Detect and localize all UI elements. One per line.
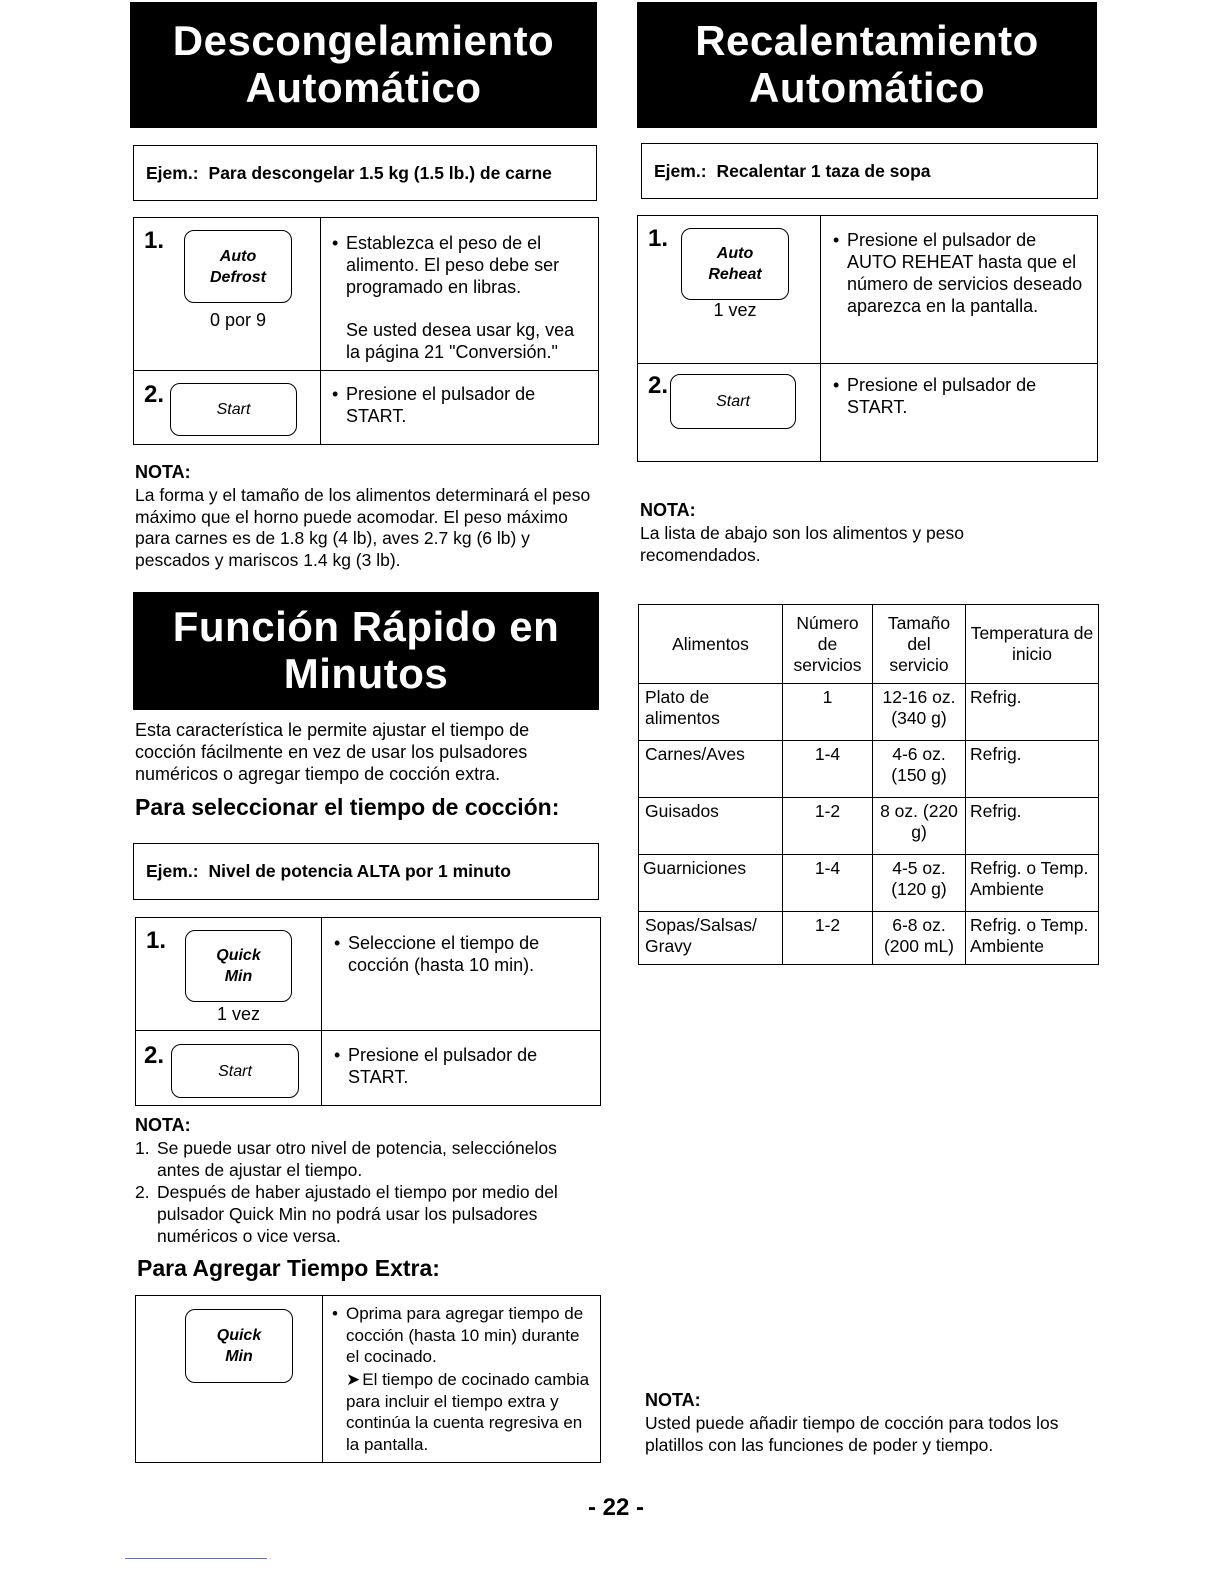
defrost-step1-instruction2: Se usted desea usar kg, vea la página 21 "Conversión." [346, 320, 575, 362]
reheat-start-label: Start [716, 393, 750, 410]
defrost-step1-instruction: • Establezca el peso de el alimento. El peso debe ser programado en libras. [332, 233, 560, 297]
table-header-cell: Número de servicios [783, 605, 873, 684]
table-cell: Refrig. [966, 684, 1099, 741]
quick-example-box [133, 843, 599, 900]
quick-example-prefix: Ejem.: [146, 861, 199, 881]
quick-note-item [135, 1137, 597, 1181]
reheat-food-table [638, 604, 1099, 965]
reheat-start-button[interactable] [670, 374, 796, 429]
reheat-step1-number: 1. [648, 225, 669, 252]
quick-step1-text: Seleccione el tiempo de cocción (hasta 10 min). [348, 933, 540, 975]
defrost-example-text: Para descongelar 1.5 kg (1.5 lb.) de carne [208, 163, 552, 183]
reheat-step2-text: Presione el pulsador de START. [847, 375, 1037, 417]
reheat-note2-title: NOTA: [645, 1390, 701, 1410]
table-header-cell: Tamaño del servicio [873, 605, 966, 684]
reheat-example-text: Recalentar 1 taza de sopa [716, 161, 931, 181]
quick-note-item-number: 1. [135, 1138, 150, 1158]
quick-step1-instruction: • Seleccione el tiempo de cocción (hasta 10 min). [334, 933, 540, 975]
table-cell: 1-2 [783, 912, 873, 965]
defrost-title-line2: Automático [245, 64, 482, 111]
defrost-step2-number: 2. [144, 381, 165, 408]
defrost-note-text: La forma y el tamaño de los alimentos determinará el peso máximo que el horno puede acomodar. El peso máximo para carnes es de 1.8 kg (4 lb), aves 2.7 kg (6 lb) y pescados y mariscos 1.4 kg (3 lb). [135, 485, 591, 570]
reheat-note-title: NOTA: [640, 500, 696, 520]
table-cell: 6-8 oz. (200 mL) [873, 912, 966, 965]
quick-extra-subnote [346, 1369, 596, 1455]
table-row [639, 798, 1099, 855]
table-cell: 1-2 [783, 798, 873, 855]
quick-title-line2: Minutos [283, 650, 449, 697]
defrost-example-box [133, 145, 597, 201]
quick-min-extra-button[interactable] [185, 1309, 293, 1383]
reheat-step1-instruction: • Presione el pulsador de AUTO REHEAT hasta que el número de servicios deseado aparezca en la pantalla. [833, 230, 1083, 316]
quick-subheading-select: Para seleccionar el tiempo de cocción: [135, 794, 560, 820]
table-cell: 4-6 oz. (150 g) [873, 741, 966, 798]
table-cell: Guarniciones [639, 855, 783, 912]
quick-min-extra-label-1: Quick [216, 1327, 262, 1344]
quick-min-label-1: Quick [216, 947, 261, 964]
quick-intro: Esta característica le permite ajustar el tiempo de cocción fácilmente en vez de usar los pulsadores numéricos o agregar tiempo de cocción extra. [135, 720, 530, 784]
table-row [639, 855, 1099, 912]
quick-min-label-2: Min [224, 968, 253, 985]
footer-rule [125, 1558, 267, 1559]
table-cell: Guisados [639, 798, 783, 855]
quick-step2-number: 2. [144, 1042, 165, 1069]
defrost-step1-caption: 0 por 9 [209, 310, 267, 330]
quick-subheading-extra: Para Agregar Tiempo Extra: [137, 1255, 440, 1281]
quick-note-title: NOTA: [135, 1115, 191, 1135]
table-cell: 1-4 [783, 855, 873, 912]
defrost-start-label: Start [216, 401, 251, 418]
table-cell: Refrig. [966, 741, 1099, 798]
quick-extra-instruction: • Oprima para agregar tiempo de cocción (hasta 10 min) durante el cocinado. [332, 1304, 584, 1366]
auto-defrost-button[interactable] [184, 230, 292, 303]
table-row [639, 912, 1099, 965]
quick-min-extra-label-2: Min [225, 1348, 253, 1365]
quick-note-list [135, 1137, 597, 1247]
quick-step2-text: Presione el pulsador de START. [348, 1045, 538, 1087]
defrost-start-button[interactable] [170, 383, 297, 436]
defrost-example-prefix: Ejem.: [146, 163, 199, 183]
quick-extra-text: Oprima para agregar tiempo de cocción (hasta 10 min) durante el cocinado. [346, 1304, 584, 1366]
table-header-row [639, 605, 1099, 684]
quick-note-item-number: 2. [135, 1182, 150, 1202]
quick-step1-number: 1. [146, 927, 167, 954]
quick-banner [133, 592, 599, 710]
table-row [639, 684, 1099, 741]
quick-note-item-text: Después de haber ajustado el tiempo por medio del pulsador Quick Min no podrá usar los pulsadores numéricos o vice versa. [157, 1182, 558, 1246]
defrost-note-title: NOTA: [135, 462, 191, 482]
reheat-step1-text: Presione el pulsador de AUTO REHEAT hasta que el número de servicios deseado aparezca en la pantalla. [847, 230, 1083, 316]
auto-reheat-label-1: Auto [716, 245, 754, 262]
reheat-example-prefix: Ejem.: [654, 161, 707, 181]
defrost-step1-text: Establezca el peso de el alimento. El peso debe ser programado en libras. [346, 233, 560, 297]
defrost-title-line1: Descongelamiento [172, 17, 555, 64]
quick-start-button[interactable] [171, 1044, 299, 1098]
table-cell: Refrig. o Temp. Ambiente [966, 912, 1099, 965]
quick-note-item-text: Se puede usar otro nivel de potencia, selecciónelos antes de ajustar el tiempo. [157, 1138, 557, 1180]
quick-steps-table [135, 917, 601, 1106]
table-cell: Carnes/Aves [639, 741, 783, 798]
auto-defrost-label-2: Defrost [209, 268, 266, 286]
reheat-step2-instruction: • Presione el pulsador de START. [833, 375, 1037, 417]
table-row [639, 741, 1099, 798]
reheat-title-line2: Automático [749, 64, 985, 111]
quick-extra-subtext: El tiempo de cocinado cambia para incluir el tiempo extra y continúa la cuenta regresiva en la pantalla. [346, 1370, 590, 1454]
quick-step2-instruction: • Presione el pulsador de START. [334, 1045, 538, 1087]
auto-reheat-label-2: Reheat [708, 266, 762, 283]
table-cell: Refrig. o Temp. Ambiente [966, 855, 1099, 912]
reheat-banner [637, 2, 1097, 128]
quick-extra-table [135, 1295, 601, 1463]
quick-min-button[interactable] [185, 930, 292, 1002]
table-header-cell: Alimentos [639, 605, 783, 684]
table-cell: 1-4 [783, 741, 873, 798]
arrow-icon: ➤ [346, 1370, 361, 1389]
defrost-step2-text: Presione el pulsador de START. [346, 384, 536, 426]
table-cell: Plato de alimentos [639, 684, 783, 741]
defrost-step1-number: 1. [144, 227, 165, 254]
defrost-banner [130, 2, 597, 128]
defrost-steps-table [133, 217, 599, 445]
quick-title-line1: Función Rápido en [172, 603, 560, 650]
quick-start-label: Start [218, 1062, 252, 1080]
quick-example-text: Nivel de potencia ALTA por 1 minuto [208, 861, 511, 881]
reheat-step2-number: 2. [648, 372, 669, 399]
defrost-step2-instruction: • Presione el pulsador de START. [332, 384, 536, 426]
table-cell: 4-5 oz. (120 g) [873, 855, 966, 912]
auto-defrost-label-1: Auto [219, 247, 257, 265]
table-cell: 1 [783, 684, 873, 741]
auto-reheat-button[interactable] [681, 228, 789, 300]
reheat-steps-table [637, 215, 1098, 462]
reheat-note2-text: Usted puede añadir tiempo de cocción para todos los platillos con las funciones de poder y tiempo. [645, 1413, 1059, 1455]
table-cell: 8 oz. (220 g) [873, 798, 966, 855]
reheat-example-box [641, 143, 1098, 199]
page-number: - 22 - [588, 1494, 645, 1521]
quick-note-item [135, 1181, 597, 1247]
reheat-note-text: La lista de abajo son los alimentos y peso recomendados. [640, 523, 964, 565]
table-cell: Refrig. [966, 798, 1099, 855]
table-cell: Sopas/Salsas/ Gravy [639, 912, 783, 965]
table-header-cell: Temperatura de inicio [966, 605, 1099, 684]
quick-step1-caption: 1 vez [216, 1004, 261, 1024]
reheat-step1-caption: 1 vez [713, 300, 757, 320]
table-cell: 12-16 oz. (340 g) [873, 684, 966, 741]
reheat-title-line1: Recalentamiento [695, 17, 1039, 64]
